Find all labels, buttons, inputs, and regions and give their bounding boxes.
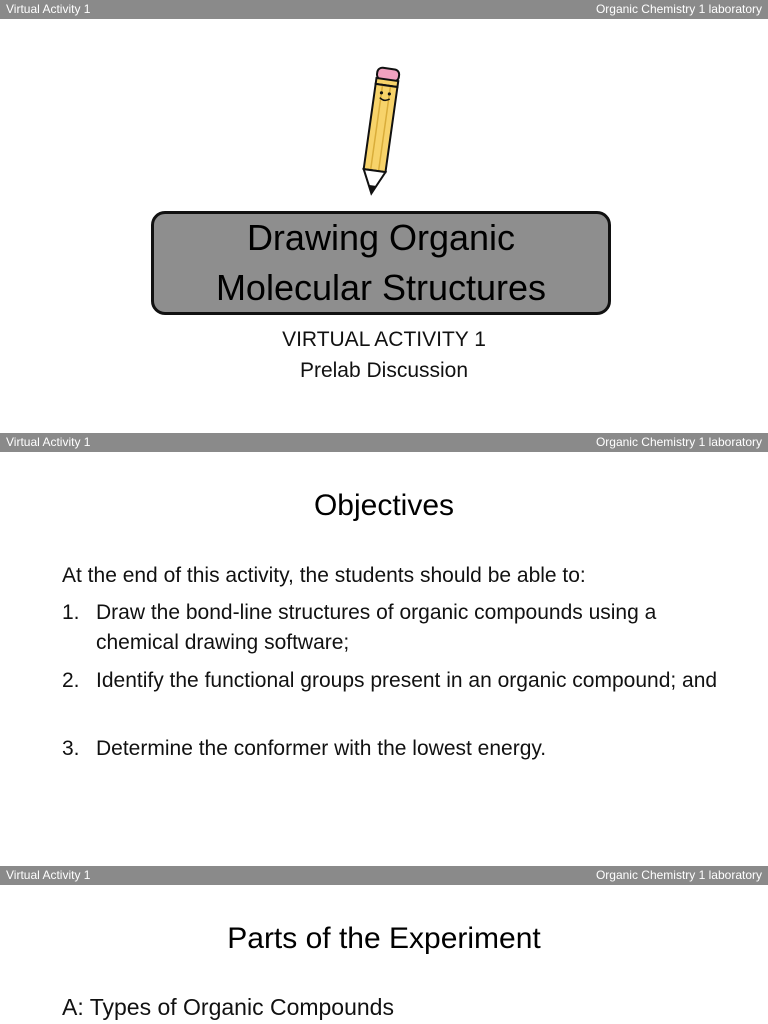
objectives-title: Objectives — [313, 489, 455, 522]
objective-text: Determine the conformer with the lowest energy. — [96, 737, 547, 760]
objective-number: 2. — [62, 669, 80, 692]
subtitle-prelab: Prelab Discussion — [299, 359, 469, 382]
objective-item — [62, 666, 722, 696]
header-left-label: Virtual Activity 1 — [6, 2, 91, 16]
title-line-1: Drawing Organic — [246, 217, 516, 258]
objective-text: Draw the bond-line structures of organic compounds using a chemical drawing software; — [96, 601, 657, 654]
objective-text: Identify the functional groups present in an organic compound; and — [96, 669, 718, 692]
objective-item — [62, 598, 722, 658]
objective-number: 3. — [62, 737, 80, 760]
pencil-icon — [355, 64, 405, 200]
slide-title-page — [0, 0, 768, 433]
header-right-label: Organic Chemistry 1 laboratory — [595, 435, 762, 449]
header-bar — [0, 866, 768, 885]
header-bar — [0, 433, 768, 452]
objective-number: 1. — [62, 601, 80, 624]
parts-title: Parts of the Experiment — [227, 922, 541, 955]
header-left-label: Virtual Activity 1 — [6, 868, 91, 882]
title-box — [151, 211, 611, 315]
slide-parts — [0, 866, 768, 1024]
header-right-label: Organic Chemistry 1 laboratory — [595, 868, 762, 882]
subtitle-activity: VIRTUAL ACTIVITY 1 — [282, 328, 486, 351]
header-bar — [0, 0, 768, 19]
title-line-2: Molecular Structures — [215, 267, 547, 308]
part-a-label: A: Types of Organic Compounds — [62, 994, 394, 1020]
objective-item — [62, 734, 722, 764]
header-left-label: Virtual Activity 1 — [6, 435, 91, 449]
header-right-label: Organic Chemistry 1 laboratory — [595, 2, 762, 16]
slide-objectives — [0, 433, 768, 866]
objectives-intro: At the end of this activity, the students should be able to: — [62, 564, 586, 587]
